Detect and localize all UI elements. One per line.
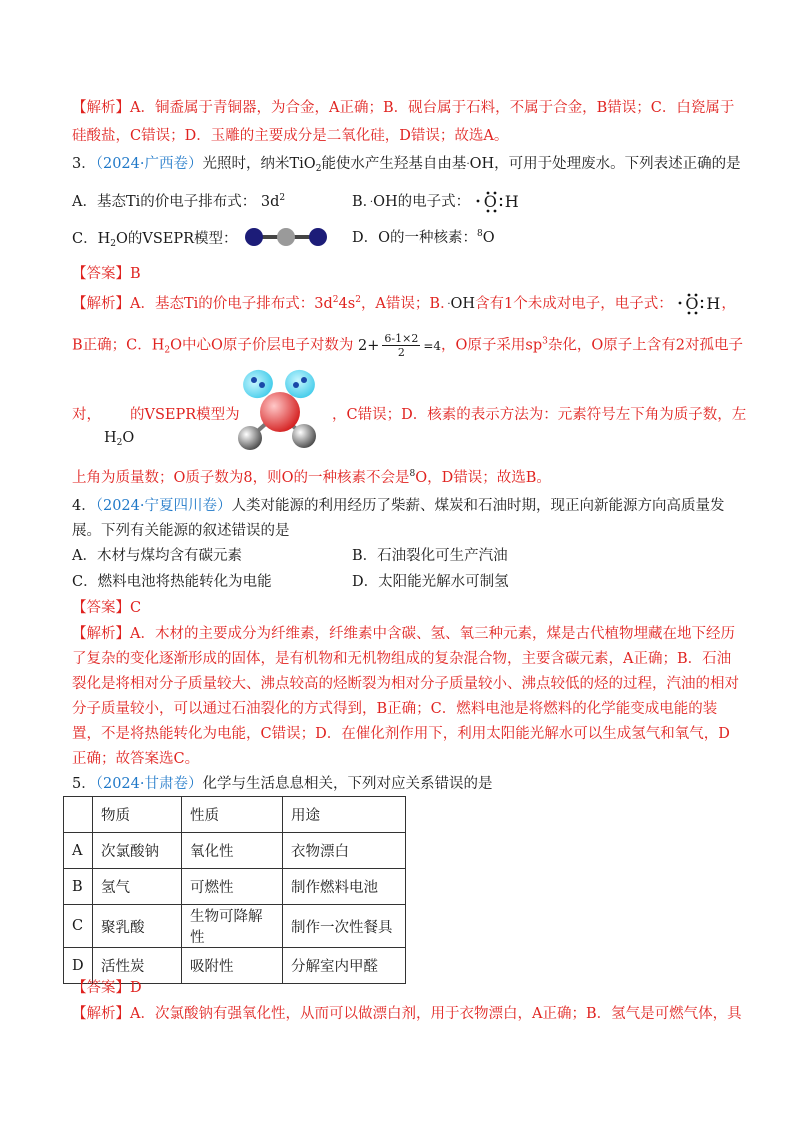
explanation-line: 【解析】A．木材的主要成分为纤维素，纤维素中含碳、氢、氧三种元素，煤是古代植物埋藏在地下经历 <box>72 626 735 642</box>
table-cell: 次氯酸钠 <box>93 833 182 869</box>
option-b: B．·OH的电子式： O H <box>352 190 521 214</box>
table-cell: 氧化性 <box>182 833 283 869</box>
table-cell: 制作一次性餐具 <box>283 905 406 948</box>
question-source: （2024·宁夏四川卷） <box>95 498 232 514</box>
valence-pair-formula: 2+ $\frac{6-1\times 2}{2}$ =4 <box>358 332 442 359</box>
table-header-cell: 性质 <box>182 797 283 833</box>
hydroxyl-electron-dot-icon: O H <box>677 293 721 315</box>
water-vsepr-model-icon <box>228 368 328 458</box>
table-header-row <box>64 797 406 833</box>
question-4-stem-cont: 展。下列有关能源的叙述错误的是 <box>72 523 290 539</box>
hydroxyl-electron-dot-icon: O H <box>475 190 521 214</box>
explanation-line: 【解析】A．铜盉属于青铜器，为合金，A正确；B．砚台属于石料，不属于合金，B错误；C．白瓷属于 <box>72 100 735 116</box>
explanation-line: 分子质量较小，可以通过石油裂化的方式得到，B正确；C．燃料电池是将燃料的化学能变成电能的装 <box>72 701 718 717</box>
table-cell: B <box>64 869 93 905</box>
explanation-line: 的VSEPR模型为 <box>130 407 240 423</box>
table-cell: 活性炭 <box>93 948 182 984</box>
table-cell: A <box>64 833 93 869</box>
table-cell: 吸附性 <box>182 948 283 984</box>
table-row <box>64 905 406 948</box>
option-a: A．木材与煤均含有碳元素 <box>72 548 242 564</box>
answer: 【答案】D <box>72 980 142 996</box>
explanation-line: 【解析】A．基态Ti的价电子排布式：$3d^24s^2$，A错误；B．·OH含有1个未成对电子，电子式： O H ， <box>72 294 736 313</box>
option-b: B．石油裂化可生产汽油 <box>352 548 508 564</box>
table-header-cell <box>64 797 93 833</box>
question-number: 5． <box>72 776 96 792</box>
table-cell: 生物可降解性 <box>182 905 283 948</box>
option-a: A．基态Ti的价电子排布式： $3d^2$ <box>72 193 286 210</box>
table-cell: 氢气 <box>93 869 182 905</box>
answer: 【答案】B <box>72 266 141 282</box>
answer: 【答案】C <box>72 600 142 616</box>
question-source: （2024·甘肃卷） <box>95 776 203 792</box>
option-d: D．太阳能光解水可制氢 <box>352 574 509 590</box>
explanation-line: 上角为质量数；O质子数为8，则O的一种核素不会是$^8$O，D错误；故选B。 <box>72 469 551 486</box>
question-number: 3． <box>72 156 96 172</box>
table-header-cell: 用途 <box>283 797 406 833</box>
property-table <box>63 796 406 984</box>
table-cell: C <box>64 905 93 948</box>
table-cell: 制作燃料电池 <box>283 869 406 905</box>
explanation-line: 正确；故答案选C。 <box>72 751 200 767</box>
explanation-line: 裂化是将相对分子质量较大、沸点较高的烃断裂为相对分子质量较小、沸点较低的烃的过程，汽油的相对 <box>72 676 739 692</box>
explanation-line: 硅酸盐，C错误；D．玉雕的主要成分是二氧化硅，D错误；故选A。 <box>72 128 509 144</box>
option-d: D．O的一种核素：$^8$O <box>352 229 495 246</box>
table-cell: 聚乳酸 <box>93 905 182 948</box>
linear-molecule-model-icon <box>242 226 330 252</box>
question-number: 4． <box>72 498 96 514</box>
explanation-line: B正确；C．$H_2O$中心O原子价层电子对数为 2+ $\frac{6-1\times 2}{2}$ =4 ，O原子采用$sp^3$杂化，O原子上含有2对孤电子 <box>72 332 744 359</box>
table-cell: 分解室内甲醛 <box>283 948 406 984</box>
water-formula: $H_2O$ <box>104 430 135 448</box>
question-5-stem: 5．（2024·甘肃卷）化学与生活息息相关，下列对应关系错误的是 <box>72 776 493 792</box>
option-c: C．燃料电池将热能转化为电能 <box>72 574 272 590</box>
explanation-line: 置，不是将热能转化为电能，C错误；D．在催化剂作用下，利用太阳能光解水可以生成氢气和氧气，D <box>72 726 730 742</box>
explanation-line: 了复杂的变化逐渐形成的固体，是有机物和无机物组成的复杂混合物，主要含碳元素，A正确；B．石油 <box>72 651 732 667</box>
explanation-line: 对， <box>72 407 101 423</box>
question-source: （2024·广西卷） <box>95 156 203 172</box>
table-cell: 衣物漂白 <box>283 833 406 869</box>
question-4-stem: 4．（2024·宁夏四川卷）人类对能源的利用经历了柴薪、煤炭和石油时期，现正向新能源方向高质量发 <box>72 498 725 514</box>
option-c: C．$H_2O$的VSEPR模型： <box>72 226 330 252</box>
explanation-line: 【解析】A．次氯酸钠有强氧化性，从而可以做漂白剂，用于衣物漂白，A正确；B．氢气是可燃气体，具 <box>72 1006 742 1022</box>
table-cell: D <box>64 948 93 984</box>
table-row <box>64 869 406 905</box>
table-cell: 可燃性 <box>182 869 283 905</box>
table-row <box>64 833 406 869</box>
question-3-stem: 3．（2024·广西卷）光照时，纳米TiO$_2$能使水产生羟基自由基·OH，可用于处理废水。下列表述正确的是 <box>72 156 741 174</box>
explanation-line: ，C错误；D．核素的表示方法为：元素符号左下角为质子数，左 <box>332 407 747 423</box>
table-header-cell: 物质 <box>93 797 182 833</box>
